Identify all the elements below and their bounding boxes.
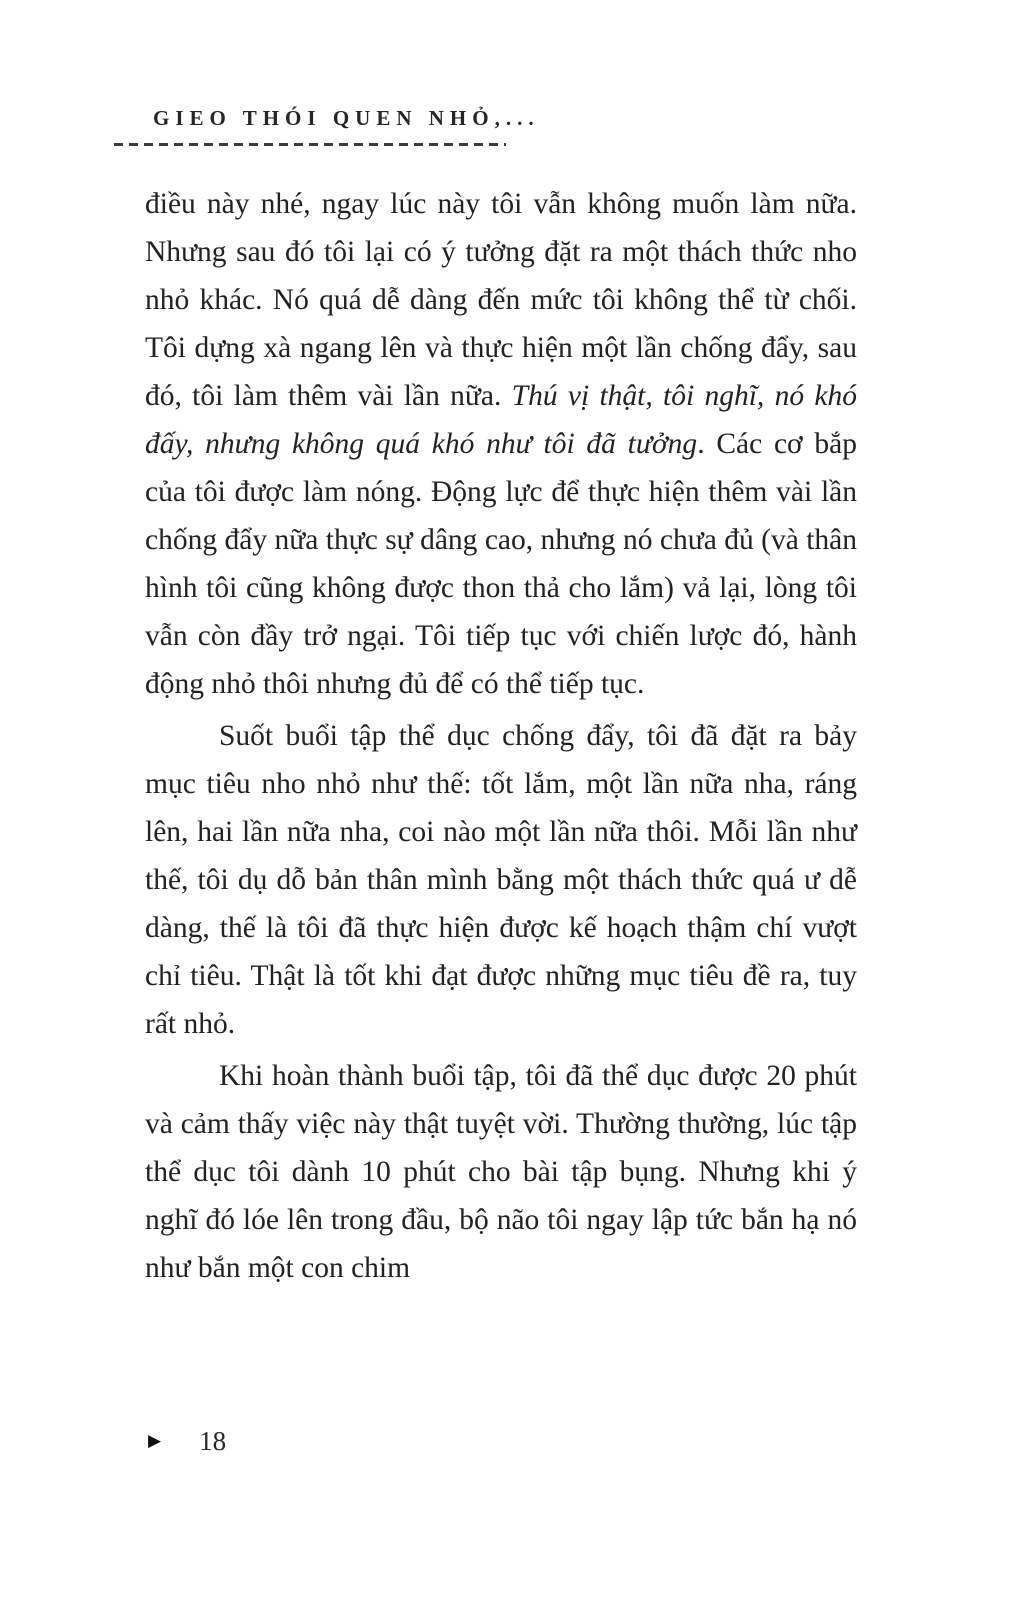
page-footer <box>148 1426 226 1457</box>
running-header: GIEO THÓI QUEN NHỎ,... <box>153 106 540 130</box>
page-number: 18 <box>199 1426 227 1456</box>
paragraph-1-text-b: . Các cơ bắp của tôi được làm nóng. Động lực để thực hiện thêm vài lần chống đẩy nữa thực sự dâng cao, nhưng nó chưa đủ (và thân hình tôi cũng không được thon thả cho lắm) vả lại, lòng tôi vẫn còn đầy trở ngại. Tôi tiếp tục với chiến lược đó, hành động nhỏ thôi nhưng đủ để có thể tiếp tục. <box>145 428 857 700</box>
paragraph-3: Khi hoàn thành buổi tập, tôi đã thể dục được 20 phút và cảm thấy việc này thật tuyệt vời. Thường thường, lúc tập thể dục tôi dành 10 phút cho bài tập bụng. Nhưng khi ý nghĩ đó lóe lên trong đầu, bộ não tôi ngay lập tức bắn hạ nó như bắn một con chim <box>145 1060 857 1284</box>
paragraph-2: Suốt buổi tập thể dục chống đẩy, tôi đã đặt ra bảy mục tiêu nho nhỏ như thế: tốt lắm, một lần nữa nha, ráng lên, hai lần nữa nha, coi nào một lần nữa thôi. Mỗi lần như thế, tôi dụ dỗ bản thân mình bằng một thách thức quá ư dễ dàng, thế là tôi đã thực hiện được kế hoạch thậm chí vượt chỉ tiêu. Thật là tốt khi đạt được những mục tiêu đề ra, tuy rất nhỏ. <box>145 720 857 1040</box>
paragraph-1-italic-quote: Thú vị thật, tôi nghĩ, nó khó đấy, nhưng không quá khó như tôi đã tưởng <box>145 380 857 460</box>
header-divider <box>114 143 506 146</box>
page-body <box>145 180 857 1292</box>
paragraph-1 <box>145 180 857 708</box>
paragraph-1-text-a: điều này nhé, ngay lúc này tôi vẫn không muốn làm nữa. Nhưng sau đó tôi lại có ý tưởng đặt ra một thách thức nho nhỏ khác. Nó quá dễ dàng đến mức tôi không thể từ chối. Tôi dựng xà ngang lên và thực hiện một lần chống đẩy, sau đó, tôi làm thêm vài lần nữa. <box>145 188 857 412</box>
page-marker-icon: ▶ <box>148 1431 162 1451</box>
